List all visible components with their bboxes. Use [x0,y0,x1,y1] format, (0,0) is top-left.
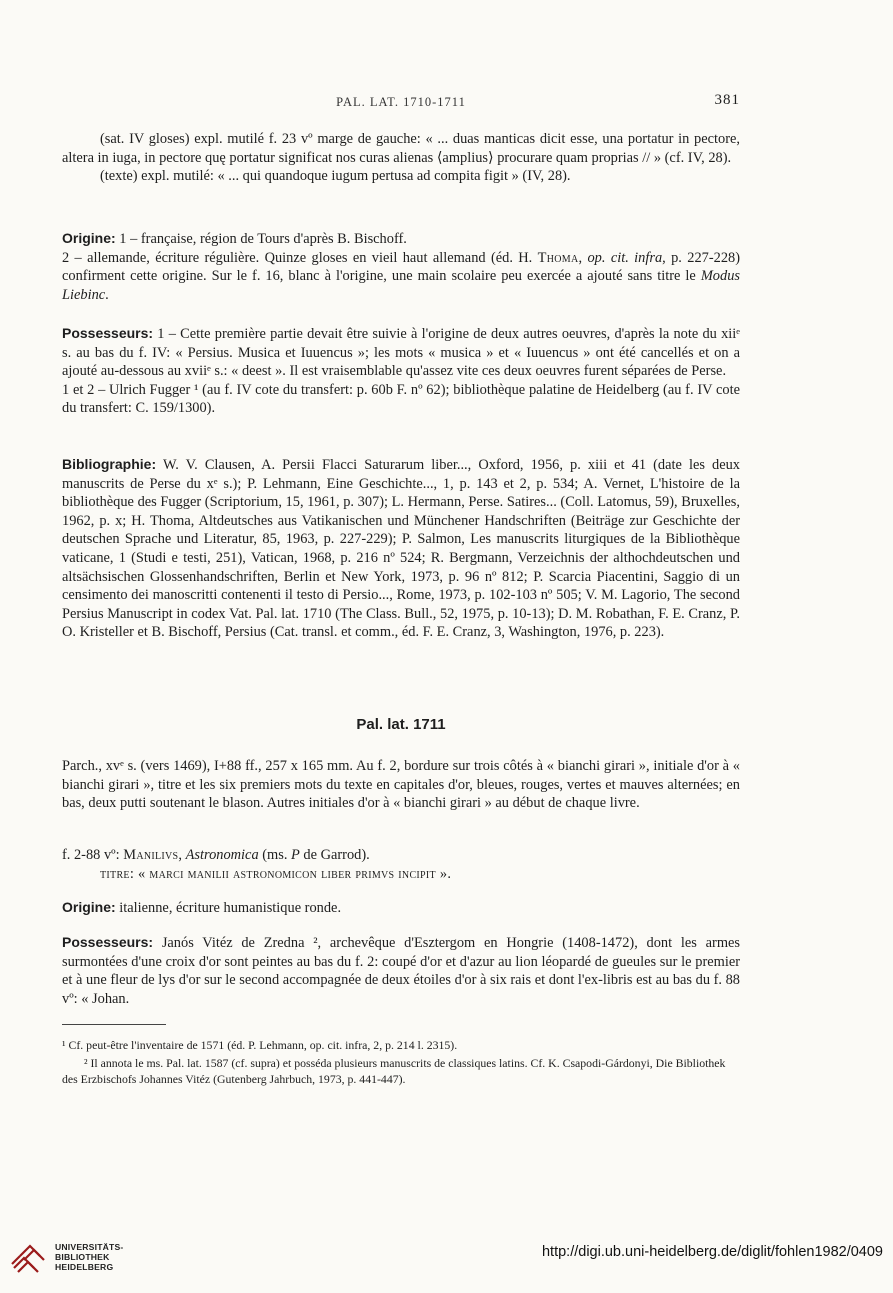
origine-2-a: 2 – allemande, écriture régulière. Quinze gloses en vieil haut allemand (éd. H. [62,249,538,266]
running-header [62,92,740,115]
possesseurs-1711-label: Possesseurs: [62,934,154,950]
library-logo-icon [10,1238,50,1278]
origine-2-sep: , [578,249,588,266]
possesseurs-1711-text: Janós Vitéz de Zredna ², archevêque d'Esztergom en Hongrie (1408-1472), dont les armes surmontées d'une croix d'or sont peintes au bas du f. 2: coupé d'or et d'azur au lion léopardé de gueules sur le premier et à une fleur de lys d'or sur le second accompagnée de deux étoiles d'or à six rais et dont l'ex-libris est au bas du f. 88 vº: « Johan. [62,935,740,1007]
contents-siglum: P [291,847,300,863]
running-title: PAL. LAT. 1710-1711 [336,95,466,109]
footnote-2: ² Il annota le ms. Pal. lat. 1587 (cf. supra) et posséda plusieurs manuscrits de classiques latins. Cf. K. Csapodi-Gárdonyi, Die Bibliothek des Erzbischofs Johannes Vitéz (Gutenberg Jahrbuch, 1973, p. 441-447). [62,1056,726,1086]
origine-label: Origine: [62,230,116,246]
origine-1711-section [62,898,740,918]
origine-2-author: Thoma [537,249,579,266]
origine-2-ref: op. cit. infra [587,249,663,266]
bibliographie-section [62,455,740,642]
contents-title: titre: « marci manilii astronomicon liber primvs incipit ». [100,865,452,882]
contents-folio: f. 2-88 vº: [62,847,124,863]
bibliographie-text: W. V. Clausen, A. Persii Flacci Saturarum liber..., Oxford, 1956, p. xiii et 41 (date les deux manuscrits de Perse du xᵉ s.); P. Lehmann, Eine Geschichte..., 1, p. 143 et 2, p. 534; A. Vernet, L'histoire de la bibliothèque des Fugger (Scriptorium, 15, 1961, p. 307); L. Hermann, Perse. Satires... (Coll. Latomus, 59), Bruxelles, 1962, p. x; H. Thoma, Altdeutsches aus Vatikanischen und Münchener Handschriften (Beiträge zur Geschichte der deutschen Sprache und Literatur, 85, 1963, p. 227-229); P. Salmon, Les manuscrits liturgiques de la Bibliothèque vaticane, 1 (Studi e testi, 251), Vatican, 1968, p. 216 nº 524; R. Bergmann, Verzeichnis der althochdeutschen und altsächsischen Glossenhandschriften, Berlin et New York, 1973, p. 96 nº 812; P. Scarcia Piacentini, Saggio di un censimento dei manoscritti contenenti il testo di Persio..., Rome, 1973, p. 102-103 nº 505; V. M. Lagorio, The second Persius Manuscript in codex Vat. Pal. lat. 1710 (The Class. Bull., 52, 1975, p. 10-13); D. M. Robathan, F. E. Cranz, P. O. Kristeller et B. Bischoff, Persius (Cat. transl. et comm., éd. F. E. Cranz, 3, Washington, 1976, p. 223). [62,457,740,641]
contents-ms: (ms. [258,847,292,863]
contents-garrod: de Garrod). [299,847,370,863]
library-name-line1: UNIVERSITÄTS- [55,1242,124,1252]
bibliographie-label: Bibliographie: [62,456,157,472]
library-name-line2: BIBLIOTHEK [55,1252,110,1262]
footnote-1: ¹ Cf. peut-être l'inventaire de 1571 (éd. P. Lehmann, op. cit. infra, 2, p. 214 l. 2315). [62,1038,458,1052]
gloss-block [62,130,740,186]
possesseurs-label: Possesseurs: [62,325,154,341]
origine-2-e: , p. 227-228) confirment cette origine. Sur le f. 16, blanc à l'origine, une main scolaire peu exercée a ajouté sans titre le [62,249,741,285]
text-paragraph: (texte) expl. mutilé: « ... qui quandoque iugum pertusa ad compita figit » (IV, 28). [100,168,571,185]
library-name [55,1242,124,1272]
description-section [62,757,740,813]
description-text: Parch., xvᵉ s. (vers 1469), I+88 ff., 257 x 165 mm. Au f. 2, bordure sur trois côtés à « bianchi girari », initiale d'or à « bianchi girari », titre et les six premiers mots du texte en capitales d'or, bleues, rouges, vertes et mauves alternées; en bas, deux putti soutenant le blason. Autres initiales d'or à « bianchi girari » au début de chaque livre. [62,758,740,812]
permalink-url[interactable]: http://digi.ub.uni-heidelberg.de/diglit/fohlen1982/0409 [541,1244,883,1260]
possesseurs-2-text: 1 et 2 – Ulrich Fugger ¹ (au f. IV cote du transfert: p. 60b F. nº 62); bibliothèque palatine de Heidelberg (au f. IV cote du transfert: C. 159/1300). [62,381,740,417]
footer-bar [0,1220,893,1293]
library-name-line3: HEIDELBERG [55,1262,114,1272]
origine-section [62,229,740,304]
gloss-paragraph: (sat. IV gloses) expl. mutilé f. 23 vº marge de gauche: « ... duas manticas dicit esse, una portatur in pectore, altera in iuga, in pectore quę portatur significat nos curas alienas ⟨amplius⟩ procurare quam proprias // » (cf. IV, 28). [62,131,740,166]
origine-2-end: . [105,286,109,303]
contents-author: Manilivs [123,847,179,863]
origine-1-text: 1 – française, région de Tours d'après B. Bischoff. [115,231,407,247]
origine-2-title: Modus Liebinc [62,268,740,303]
possesseurs-1711-section [62,933,740,1008]
contents-sep: , [178,847,186,863]
page-number: 381 [714,92,740,108]
footnote-rule [62,1024,166,1025]
manuscript-title: Pal. lat. 1711 [356,716,446,733]
origine-1711-text: italienne, écriture humanistique ronde. [115,900,342,916]
contents-work: Astronomica [185,847,259,863]
contents-section [62,846,740,883]
possesseurs-section [62,324,740,418]
origine-1711-label: Origine: [62,899,116,915]
possesseurs-1-text: 1 – Cette première partie devait être suivie à l'origine de deux autres oeuvres, d'après la note du xiiᵉ s. au bas du f. IV: « Persius. Musica et Iuuencus »; les mots « musica » et « Iuuencus » ont été cancellés et on a ajouté au-dessous au xviiᵉ s.: « deest ». Il est vraisemblable qu'assez vite ces deux oeuvres furent séparées de Perse. [62,326,740,380]
